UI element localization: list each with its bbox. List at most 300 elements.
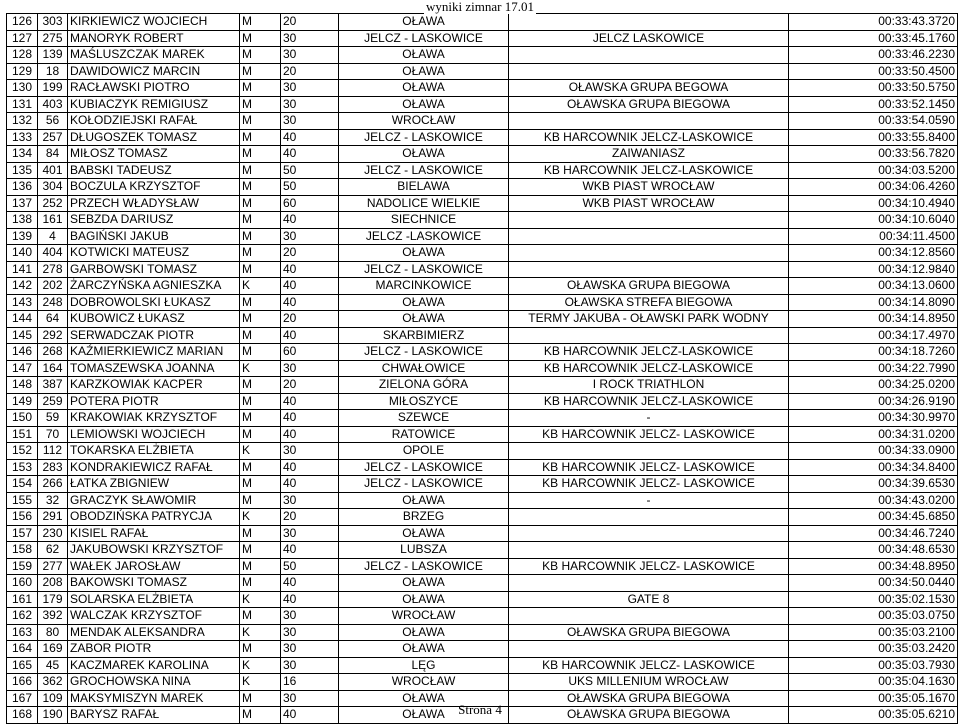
place-cell: 155 <box>7 492 38 509</box>
table-row <box>7 476 958 493</box>
time-cell: 00:34:48.6530 <box>789 542 958 559</box>
time-cell: 00:33:45.1760 <box>789 30 958 47</box>
time-cell: 00:34:18.7260 <box>789 344 958 361</box>
city-cell: OŁAWA <box>339 690 509 707</box>
bib-cell: 268 <box>38 344 68 361</box>
city-cell: CHWAŁOWICE <box>339 360 509 377</box>
club-cell <box>509 14 789 31</box>
name-cell: GROCHOWSKA NINA <box>68 674 240 691</box>
place-cell: 145 <box>7 327 38 344</box>
city-cell: OŁAWA <box>339 80 509 97</box>
bib-cell: 362 <box>38 674 68 691</box>
place-cell: 168 <box>7 707 38 724</box>
name-cell: KIRKIEWICZ WOJCIECH <box>68 14 240 31</box>
time-cell: 00:35:04.1630 <box>789 674 958 691</box>
club-cell: OŁAWSKA GRUPA BIEGOWA <box>509 624 789 641</box>
name-cell: WALCZAK KRZYSZTOF <box>68 608 240 625</box>
page-header-text: wyniki zimnar 17.01 <box>426 0 534 14</box>
club-cell: KB HARCOWNIK JELCZ- LASKOWICE <box>509 476 789 493</box>
club-cell <box>509 228 789 245</box>
name-cell: KONDRAKIEWICZ RAFAŁ <box>68 459 240 476</box>
name-cell: MAŚLUSZCZAK MAREK <box>68 47 240 64</box>
place-cell: 128 <box>7 47 38 64</box>
club-cell: OŁAWSKA GRUPA BEGOWA <box>509 80 789 97</box>
club-cell <box>509 47 789 64</box>
time-cell: 00:35:05.1670 <box>789 690 958 707</box>
table-row <box>7 228 958 245</box>
sex-cell: M <box>240 212 281 229</box>
bib-cell: 401 <box>38 162 68 179</box>
place-cell: 140 <box>7 245 38 262</box>
name-cell: MIŁOSZ TOMASZ <box>68 146 240 163</box>
sex-cell: M <box>240 195 281 212</box>
table-row <box>7 14 958 31</box>
sex-cell: M <box>240 30 281 47</box>
name-cell: JAKUBOWSKI KRZYSZTOF <box>68 542 240 559</box>
club-cell <box>509 641 789 658</box>
place-cell: 131 <box>7 96 38 113</box>
bib-cell: 303 <box>38 14 68 31</box>
bib-cell: 387 <box>38 377 68 394</box>
page-header <box>0 0 960 13</box>
age-category-cell: 50 <box>281 162 339 179</box>
age-category-cell: 40 <box>281 426 339 443</box>
city-cell: BRZEG <box>339 509 509 526</box>
sex-cell: K <box>240 278 281 295</box>
table-row <box>7 558 958 575</box>
city-cell: JELCZ - LASKOWICE <box>339 162 509 179</box>
bib-cell: 109 <box>38 690 68 707</box>
sex-cell: M <box>240 492 281 509</box>
time-cell: 00:34:14.8950 <box>789 311 958 328</box>
name-cell: GARBOWSKI TOMASZ <box>68 261 240 278</box>
name-cell: TOKARSKA ELŻBIETA <box>68 443 240 460</box>
time-cell: 00:34:45.6850 <box>789 509 958 526</box>
club-cell: OŁAWSKA GRUPA BIEGOWA <box>509 278 789 295</box>
club-cell: KB HARCOWNIK JELCZ-LASKOWICE <box>509 360 789 377</box>
sex-cell: M <box>240 96 281 113</box>
bib-cell: 252 <box>38 195 68 212</box>
city-cell: OŁAWA <box>339 525 509 542</box>
club-cell <box>509 63 789 80</box>
place-cell: 130 <box>7 80 38 97</box>
city-cell: JELCZ - LASKOWICE <box>339 476 509 493</box>
sex-cell: M <box>240 608 281 625</box>
sex-cell: M <box>240 327 281 344</box>
name-cell: MANORYK ROBERT <box>68 30 240 47</box>
time-cell: 00:35:03.2420 <box>789 641 958 658</box>
sex-cell: M <box>240 80 281 97</box>
age-category-cell: 20 <box>281 245 339 262</box>
sex-cell: K <box>240 657 281 674</box>
table-row <box>7 443 958 460</box>
bib-cell: 202 <box>38 278 68 295</box>
name-cell: ZABOR PIOTR <box>68 641 240 658</box>
bib-cell: 4 <box>38 228 68 245</box>
club-cell: KB HARCOWNIK JELCZ-LASKOWICE <box>509 129 789 146</box>
club-cell: KB HARCOWNIK JELCZ-LASKOWICE <box>509 344 789 361</box>
age-category-cell: 60 <box>281 344 339 361</box>
age-category-cell: 30 <box>281 624 339 641</box>
place-cell: 147 <box>7 360 38 377</box>
table-row <box>7 47 958 64</box>
name-cell: DAWIDOWICZ MARCIN <box>68 63 240 80</box>
age-category-cell: 40 <box>281 146 339 163</box>
city-cell: JELCZ - LASKOWICE <box>339 129 509 146</box>
table-row <box>7 575 958 592</box>
club-cell <box>509 245 789 262</box>
table-row <box>7 162 958 179</box>
table-row <box>7 377 958 394</box>
bib-cell: 403 <box>38 96 68 113</box>
bib-cell: 179 <box>38 591 68 608</box>
age-category-cell: 30 <box>281 96 339 113</box>
place-cell: 156 <box>7 509 38 526</box>
sex-cell: K <box>240 360 281 377</box>
sex-cell: M <box>240 707 281 724</box>
club-cell: KB HARCOWNIK JELCZ- LASKOWICE <box>509 657 789 674</box>
time-cell: 00:34:31.0200 <box>789 426 958 443</box>
time-cell: 00:34:26.9190 <box>789 393 958 410</box>
bib-cell: 283 <box>38 459 68 476</box>
age-category-cell: 50 <box>281 179 339 196</box>
club-cell <box>509 443 789 460</box>
name-cell: KACZMAREK KAROLINA <box>68 657 240 674</box>
age-category-cell: 40 <box>281 410 339 427</box>
age-category-cell: 40 <box>281 707 339 724</box>
bib-cell: 199 <box>38 80 68 97</box>
bib-cell: 277 <box>38 558 68 575</box>
age-category-cell: 20 <box>281 311 339 328</box>
sex-cell: M <box>240 162 281 179</box>
city-cell: JELCZ - LASKOWICE <box>339 459 509 476</box>
city-cell: OŁAWA <box>339 96 509 113</box>
place-cell: 135 <box>7 162 38 179</box>
club-cell: - <box>509 492 789 509</box>
club-cell <box>509 608 789 625</box>
time-cell: 00:35:03.7930 <box>789 657 958 674</box>
club-cell: OŁAWSKA GRUPA BIEGOWA <box>509 690 789 707</box>
place-cell: 136 <box>7 179 38 196</box>
time-cell: 00:33:46.2230 <box>789 47 958 64</box>
club-cell <box>509 113 789 130</box>
city-cell: BIELAWA <box>339 179 509 196</box>
table-row <box>7 30 958 47</box>
bib-cell: 139 <box>38 47 68 64</box>
table-row <box>7 146 958 163</box>
place-cell: 137 <box>7 195 38 212</box>
city-cell: OŁAWA <box>339 294 509 311</box>
bib-cell: 304 <box>38 179 68 196</box>
time-cell: 00:33:50.4500 <box>789 63 958 80</box>
name-cell: KOŁODZIEJSKI RAFAŁ <box>68 113 240 130</box>
time-cell: 00:35:05.6210 <box>789 707 958 724</box>
age-category-cell: 60 <box>281 195 339 212</box>
bib-cell: 112 <box>38 443 68 460</box>
sex-cell: M <box>240 245 281 262</box>
place-cell: 132 <box>7 113 38 130</box>
age-category-cell: 30 <box>281 80 339 97</box>
city-cell: WROCŁAW <box>339 608 509 625</box>
time-cell: 00:33:56.7820 <box>789 146 958 163</box>
time-cell: 00:34:48.8950 <box>789 558 958 575</box>
city-cell: JELCZ - LASKOWICE <box>339 344 509 361</box>
table-row <box>7 195 958 212</box>
club-cell: GATE 8 <box>509 591 789 608</box>
club-cell: KB HARCOWNIK JELCZ- LASKOWICE <box>509 426 789 443</box>
time-cell: 00:34:06.4260 <box>789 179 958 196</box>
name-cell: KARZKOWIAK KACPER <box>68 377 240 394</box>
age-category-cell: 30 <box>281 641 339 658</box>
age-category-cell: 20 <box>281 377 339 394</box>
place-cell: 148 <box>7 377 38 394</box>
city-cell: RATOWICE <box>339 426 509 443</box>
place-cell: 151 <box>7 426 38 443</box>
table-row <box>7 179 958 196</box>
club-cell: WKB PIAST WROCŁAW <box>509 195 789 212</box>
club-cell: UKS MILLENIUM WROCŁAW <box>509 674 789 691</box>
club-cell <box>509 509 789 526</box>
place-cell: 146 <box>7 344 38 361</box>
name-cell: OBODZIŃSKA PATRYCJA <box>68 509 240 526</box>
place-cell: 159 <box>7 558 38 575</box>
club-cell <box>509 542 789 559</box>
sex-cell: M <box>240 47 281 64</box>
time-cell: 00:35:03.0750 <box>789 608 958 625</box>
place-cell: 152 <box>7 443 38 460</box>
table-row <box>7 96 958 113</box>
bib-cell: 45 <box>38 657 68 674</box>
age-category-cell: 30 <box>281 47 339 64</box>
time-cell: 00:34:17.4970 <box>789 327 958 344</box>
time-cell: 00:34:43.0200 <box>789 492 958 509</box>
sex-cell: K <box>240 624 281 641</box>
place-cell: 153 <box>7 459 38 476</box>
bib-cell: 84 <box>38 146 68 163</box>
city-cell: OŁAWA <box>339 63 509 80</box>
club-cell <box>509 327 789 344</box>
name-cell: BABSKI TADEUSZ <box>68 162 240 179</box>
bib-cell: 392 <box>38 608 68 625</box>
place-cell: 133 <box>7 129 38 146</box>
sex-cell: M <box>240 63 281 80</box>
table-row <box>7 608 958 625</box>
city-cell: JELCZ - LASKOWICE <box>339 261 509 278</box>
age-category-cell: 30 <box>281 228 339 245</box>
city-cell: LUBSZA <box>339 542 509 559</box>
sex-cell: M <box>240 261 281 278</box>
club-cell: KB HARCOWNIK JELCZ- LASKOWICE <box>509 459 789 476</box>
place-cell: 160 <box>7 575 38 592</box>
age-category-cell: 40 <box>281 542 339 559</box>
table-row <box>7 492 958 509</box>
table-row <box>7 393 958 410</box>
place-cell: 139 <box>7 228 38 245</box>
time-cell: 00:34:25.0200 <box>789 377 958 394</box>
club-cell: ZAIWANIASZ <box>509 146 789 163</box>
bib-cell: 62 <box>38 542 68 559</box>
time-cell: 00:34:13.0600 <box>789 278 958 295</box>
table-row <box>7 245 958 262</box>
bib-cell: 266 <box>38 476 68 493</box>
place-cell: 126 <box>7 14 38 31</box>
table-row <box>7 327 958 344</box>
age-category-cell: 50 <box>281 558 339 575</box>
place-cell: 157 <box>7 525 38 542</box>
name-cell: ŁATKA ZBIGNIEW <box>68 476 240 493</box>
sex-cell: M <box>240 393 281 410</box>
age-category-cell: 16 <box>281 674 339 691</box>
city-cell: NADOLICE WIELKIE <box>339 195 509 212</box>
sex-cell: M <box>240 426 281 443</box>
club-cell: OŁAWSKA GRUPA BIEGOWA <box>509 707 789 724</box>
place-cell: 158 <box>7 542 38 559</box>
place-cell: 154 <box>7 476 38 493</box>
place-cell: 161 <box>7 591 38 608</box>
club-cell <box>509 575 789 592</box>
time-cell: 00:34:14.8090 <box>789 294 958 311</box>
place-cell: 165 <box>7 657 38 674</box>
age-category-cell: 20 <box>281 63 339 80</box>
time-cell: 00:34:12.9840 <box>789 261 958 278</box>
name-cell: KUBIACZYK REMIGIUSZ <box>68 96 240 113</box>
table-row <box>7 278 958 295</box>
place-cell: 150 <box>7 410 38 427</box>
bib-cell: 80 <box>38 624 68 641</box>
age-category-cell: 40 <box>281 278 339 295</box>
sex-cell: M <box>240 113 281 130</box>
table-row <box>7 410 958 427</box>
sex-cell: M <box>240 344 281 361</box>
table-row <box>7 641 958 658</box>
bib-cell: 208 <box>38 575 68 592</box>
bib-cell: 248 <box>38 294 68 311</box>
name-cell: SEBZDA DARIUSZ <box>68 212 240 229</box>
name-cell: PRZECH WŁADYSŁAW <box>68 195 240 212</box>
city-cell: LĘG <box>339 657 509 674</box>
place-cell: 166 <box>7 674 38 691</box>
name-cell: LEMIOWSKI WOJCIECH <box>68 426 240 443</box>
sex-cell: M <box>240 311 281 328</box>
time-cell: 00:34:10.6040 <box>789 212 958 229</box>
city-cell: OŁAWA <box>339 311 509 328</box>
name-cell: MENDAK ALEKSANDRA <box>68 624 240 641</box>
bib-cell: 275 <box>38 30 68 47</box>
age-category-cell: 30 <box>281 360 339 377</box>
age-category-cell: 40 <box>281 327 339 344</box>
sex-cell: M <box>240 459 281 476</box>
sex-cell: M <box>240 129 281 146</box>
club-cell: WKB PIAST WROCŁAW <box>509 179 789 196</box>
city-cell: OŁAWA <box>339 47 509 64</box>
place-cell: 127 <box>7 30 38 47</box>
name-cell: DŁUGOSZEK TOMASZ <box>68 129 240 146</box>
time-cell: 00:34:33.0900 <box>789 443 958 460</box>
city-cell: MARCINKOWICE <box>339 278 509 295</box>
city-cell: OŁAWA <box>339 245 509 262</box>
bib-cell: 32 <box>38 492 68 509</box>
club-cell: KB HARCOWNIK JELCZ-LASKOWICE <box>509 162 789 179</box>
city-cell: WROCŁAW <box>339 674 509 691</box>
time-cell: 00:33:43.3720 <box>789 14 958 31</box>
table-row <box>7 344 958 361</box>
club-cell: OŁAWSKA STREFA BIEGOWA <box>509 294 789 311</box>
bib-cell: 70 <box>38 426 68 443</box>
city-cell: OŁAWA <box>339 492 509 509</box>
name-cell: GRACZYK SŁAWOMIR <box>68 492 240 509</box>
place-cell: 142 <box>7 278 38 295</box>
club-cell: KB HARCOWNIK JELCZ- LASKOWICE <box>509 558 789 575</box>
bib-cell: 278 <box>38 261 68 278</box>
table-row <box>7 509 958 526</box>
city-cell: WROCŁAW <box>339 113 509 130</box>
name-cell: SOLARSKA ELŻBIETA <box>68 591 240 608</box>
age-category-cell: 30 <box>281 525 339 542</box>
city-cell: OŁAWA <box>339 146 509 163</box>
sex-cell: M <box>240 146 281 163</box>
table-row <box>7 591 958 608</box>
time-cell: 00:33:52.1450 <box>789 96 958 113</box>
age-category-cell: 20 <box>281 509 339 526</box>
bib-cell: 169 <box>38 641 68 658</box>
name-cell: KUBOWICZ ŁUKASZ <box>68 311 240 328</box>
sex-cell: M <box>240 294 281 311</box>
city-cell: OŁAWA <box>339 707 509 724</box>
age-category-cell: 40 <box>281 261 339 278</box>
name-cell: MAKSYMISZYN MAREK <box>68 690 240 707</box>
table-row <box>7 129 958 146</box>
sex-cell: M <box>240 525 281 542</box>
city-cell: OPOLE <box>339 443 509 460</box>
sex-cell: M <box>240 14 281 31</box>
place-cell: 149 <box>7 393 38 410</box>
city-cell: ZIELONA GÓRA <box>339 377 509 394</box>
table-row <box>7 294 958 311</box>
bib-cell: 292 <box>38 327 68 344</box>
sex-cell: K <box>240 443 281 460</box>
bib-cell: 257 <box>38 129 68 146</box>
city-cell: OŁAWA <box>339 575 509 592</box>
table-row <box>7 80 958 97</box>
place-cell: 141 <box>7 261 38 278</box>
time-cell: 00:34:22.7990 <box>789 360 958 377</box>
time-cell: 00:34:34.8400 <box>789 459 958 476</box>
name-cell: BARYSZ RAFAŁ <box>68 707 240 724</box>
name-cell: KAŹMIERKIEWICZ MARIAN <box>68 344 240 361</box>
name-cell: BAGIŃSKI JAKUB <box>68 228 240 245</box>
place-cell: 144 <box>7 311 38 328</box>
city-cell: OŁAWA <box>339 641 509 658</box>
bib-cell: 190 <box>38 707 68 724</box>
sex-cell: K <box>240 674 281 691</box>
place-cell: 129 <box>7 63 38 80</box>
name-cell: KRAKOWIAK KRZYSZTOF <box>68 410 240 427</box>
bib-cell: 64 <box>38 311 68 328</box>
age-category-cell: 30 <box>281 113 339 130</box>
table-row <box>7 426 958 443</box>
bib-cell: 259 <box>38 393 68 410</box>
club-cell: KB HARCOWNIK JELCZ-LASKOWICE <box>509 393 789 410</box>
club-cell <box>509 261 789 278</box>
bib-cell: 291 <box>38 509 68 526</box>
name-cell: RACŁAWSKI PIOTRO <box>68 80 240 97</box>
sex-cell: M <box>240 377 281 394</box>
time-cell: 00:34:12.8560 <box>789 245 958 262</box>
city-cell: JELCZ -LASKOWICE <box>339 228 509 245</box>
bib-cell: 164 <box>38 360 68 377</box>
time-cell: 00:33:54.0590 <box>789 113 958 130</box>
bib-cell: 230 <box>38 525 68 542</box>
